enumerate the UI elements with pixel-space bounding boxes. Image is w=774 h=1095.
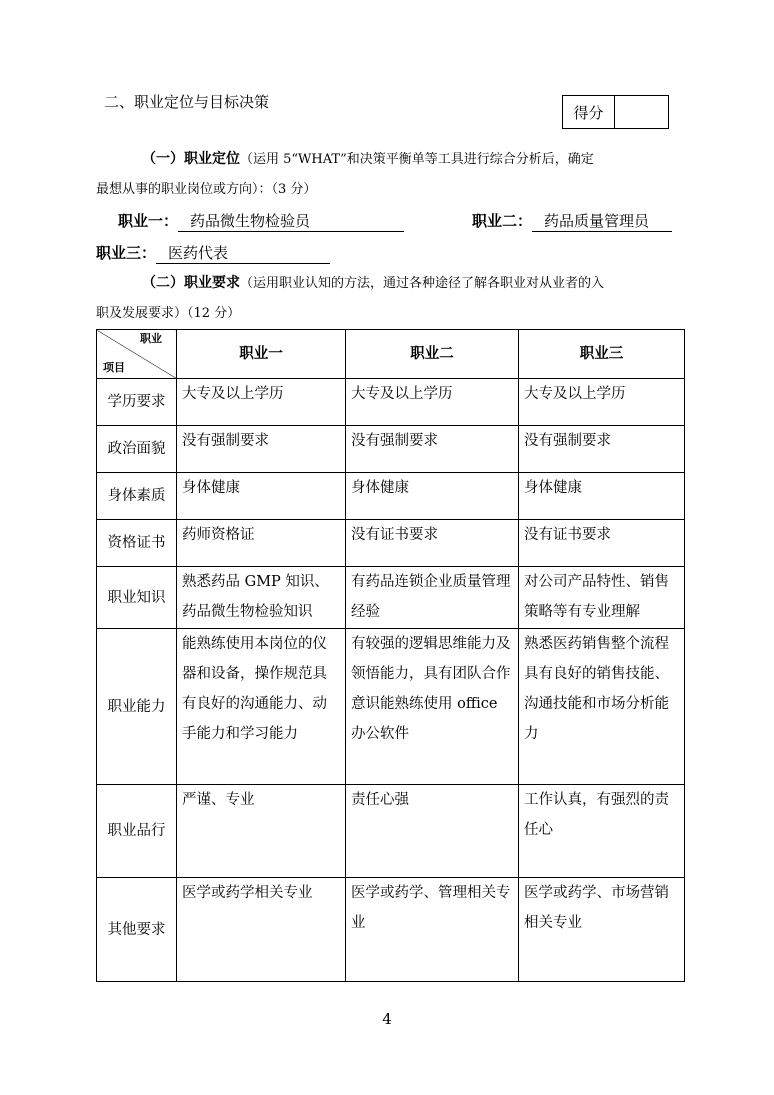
- table-row: [97, 878, 685, 982]
- table-cell: 对公司产品特性、销售策略等有专业理解: [519, 567, 685, 629]
- career3-label: 职业三：: [96, 244, 157, 262]
- page-number: 4: [382, 1010, 392, 1028]
- table-cell: 身体健康: [346, 473, 519, 520]
- table-cell: 身体健康: [177, 473, 346, 520]
- table-header-row: [97, 330, 685, 379]
- table-cell: 大专及以上学历: [177, 379, 346, 426]
- table-cell: 大专及以上学历: [519, 379, 685, 426]
- table-cell: 没有强制要求: [519, 426, 685, 473]
- row-label: 政治面貌: [97, 426, 177, 473]
- career1-value: 药品微生物检验员: [178, 211, 404, 232]
- table-row: [97, 520, 685, 567]
- row-label: 其他要求: [97, 878, 177, 982]
- row-label: 职业能力: [97, 629, 177, 785]
- part2-note-line1: （运用职业认知的方法，通过各种途径了解各职业对从业者的入: [240, 276, 605, 291]
- table-cell: 医学或药学、市场营销相关专业: [519, 878, 685, 982]
- career2: [472, 210, 672, 232]
- table-row: [97, 629, 685, 785]
- row-label: 资格证书: [97, 520, 177, 567]
- score-value-field[interactable]: [615, 96, 668, 128]
- corner-bottom-label: 项目: [103, 361, 125, 374]
- part2-intro: [96, 268, 686, 329]
- part2-heading: （二）职业要求: [142, 275, 240, 291]
- column-header: 职业二: [346, 330, 519, 379]
- table-cell: 责任心强: [346, 785, 519, 878]
- part1-heading: （一）职业定位: [142, 151, 240, 167]
- table-cell: 有较强的逻辑思维能力及领悟能力，具有团队合作意识能熟练使用 office 办公软件: [346, 629, 519, 785]
- table-cell: 能熟练使用本岗位的仪器和设备，操作规范具有良好的沟通能力、动手能力和学习能力: [177, 629, 346, 785]
- table-cell: 医学或药学、管理相关专业: [346, 878, 519, 982]
- part1-intro: [96, 144, 686, 205]
- table-cell: 没有强制要求: [177, 426, 346, 473]
- table-cell: 熟悉药品 GMP 知识、药品微生物检验知识: [177, 567, 346, 629]
- table-cell: 熟悉医药销售整个流程具有良好的销售技能、沟通技能和市场分析能力: [519, 629, 685, 785]
- row-label: 身体素质: [97, 473, 177, 520]
- column-header: 职业一: [177, 330, 346, 379]
- score-box: [562, 95, 669, 129]
- table-cell: 工作认真，有强烈的责任心: [519, 785, 685, 878]
- table-cell: 有药品连锁企业质量管理经验: [346, 567, 519, 629]
- career3-value: 医药代表: [156, 243, 330, 264]
- table-cell: 没有强制要求: [346, 426, 519, 473]
- table-cell: 身体健康: [519, 473, 685, 520]
- table-cell: 没有证书要求: [346, 520, 519, 567]
- table-cell: 医学或药学相关专业: [177, 878, 346, 982]
- requirements-table: [96, 329, 685, 982]
- table-cell: 严谨、专业: [177, 785, 346, 878]
- table-cell: 大专及以上学历: [346, 379, 519, 426]
- table-corner-cell: [97, 330, 177, 379]
- section-title: 二、职业定位与目标决策: [104, 93, 270, 111]
- table-row: [97, 785, 685, 878]
- career2-value: 药品质量管理员: [532, 211, 672, 232]
- part2-note-line2: 职及发展要求）（12 分）: [96, 306, 241, 321]
- table-cell: 药师资格证: [177, 520, 346, 567]
- table-cell: 没有证书要求: [519, 520, 685, 567]
- column-header: 职业三: [519, 330, 685, 379]
- career1: [118, 210, 404, 232]
- table-row: [97, 567, 685, 629]
- table-row: [97, 426, 685, 473]
- table-row: [97, 473, 685, 520]
- row-label: 职业知识: [97, 567, 177, 629]
- row-label: 职业品行: [97, 785, 177, 878]
- corner-top-label: 职业: [140, 332, 162, 345]
- table-row: [97, 379, 685, 426]
- part1-note-line1: （运用 5“WHAT”和决策平衡单等工具进行综合分析后，确定: [240, 152, 594, 167]
- career1-label: 职业一：: [118, 212, 179, 230]
- career3: [96, 242, 330, 264]
- part1-note-line2: 最想从事的职业岗位或方向）：（3 分）: [96, 182, 317, 197]
- row-label: 学历要求: [97, 379, 177, 426]
- score-label: 得分: [563, 96, 615, 128]
- career2-label: 职业二：: [472, 212, 533, 230]
